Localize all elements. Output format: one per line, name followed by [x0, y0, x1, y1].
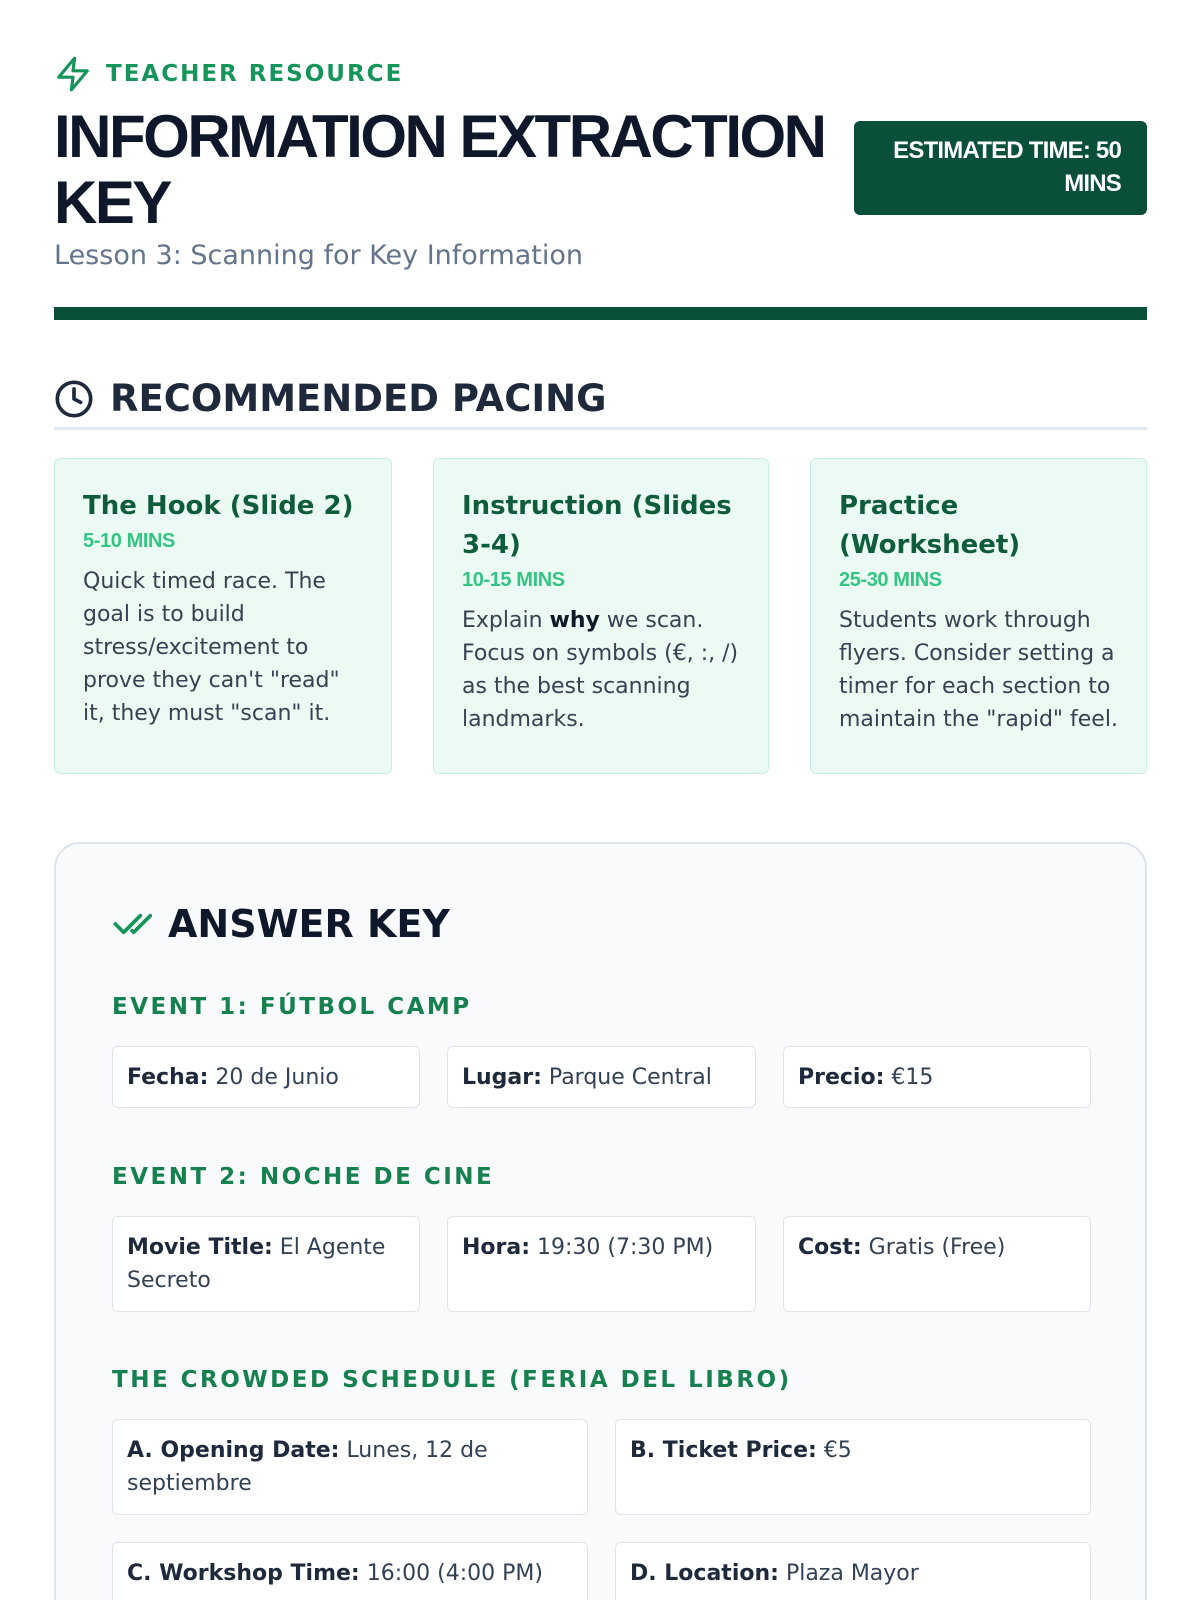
page-subtitle: Lesson 3: Scanning for Key Information: [54, 240, 584, 271]
pacing-card-title: The Hook (Slide 2): [83, 491, 354, 521]
double-check-icon: [112, 904, 152, 944]
page-title: INFORMATION EXTRACTION KEY: [54, 103, 825, 236]
answer-item: Fecha: 20 de Junio: [112, 1046, 420, 1108]
header-divider: [54, 307, 1147, 320]
answer-item: A. Opening Date: Lunes, 12 de septiembre: [112, 1419, 588, 1515]
answer-item: Precio: €15: [783, 1046, 1091, 1108]
clock-icon: [54, 379, 94, 419]
answer-item: Hora: 19:30 (7:30 PM): [447, 1216, 756, 1312]
estimated-time-badge: ESTIMATED TIME: 50 MINS: [854, 121, 1147, 215]
answer-item: Movie Title: El Agente Secreto: [112, 1216, 420, 1312]
pacing-card-instruction: [433, 458, 769, 774]
answer-item: B. Ticket Price: €5: [615, 1419, 1091, 1515]
answer-key-heading: [112, 902, 450, 946]
emphasis-why: why: [549, 608, 600, 633]
answer-item: D. Location: Plaza Mayor: [615, 1542, 1091, 1600]
pacing-card-description: Students work through flyers. Consider setting a timer for each section to maintain the "rapid" feel.: [839, 608, 1118, 732]
pacing-card-time: 25-30 MINS: [839, 569, 942, 591]
event-2-label: EVENT 2: NOCHE DE CINE: [112, 1164, 495, 1190]
crowded-schedule-label: THE CROWDED SCHEDULE (FERIA DEL LIBRO): [112, 1367, 792, 1393]
answer-item: C. Workshop Time: 16:00 (4:00 PM): [112, 1542, 588, 1600]
eyebrow: [54, 54, 1147, 94]
pacing-card-hook: [54, 458, 392, 774]
pacing-card-title: Practice (Worksheet): [839, 491, 1021, 560]
pacing-card-time: 5-10 MINS: [83, 530, 175, 552]
pacing-card-practice: [810, 458, 1147, 774]
pacing-heading: [54, 376, 1147, 430]
answer-key-title: ANSWER KEY: [168, 902, 450, 946]
pacing-card-time: 10-15 MINS: [462, 569, 565, 591]
lightning-bolt-icon: [54, 55, 92, 93]
pacing-card-description: Explain why we scan. Focus on symbols (€, :, /) as the best scanning landmarks.: [462, 608, 739, 732]
answer-key-panel: [54, 842, 1147, 1600]
pacing-card-title: Instruction (Slides 3-4): [462, 491, 732, 560]
answer-item: Lugar: Parque Central: [447, 1046, 756, 1108]
page-header: [54, 54, 1147, 271]
eyebrow-label: TEACHER RESOURCE: [106, 61, 404, 87]
answer-item: Cost: Gratis (Free): [783, 1216, 1091, 1312]
event-1-label: EVENT 1: FÚTBOL CAMP: [112, 994, 472, 1020]
pacing-title: RECOMMENDED PACING: [110, 377, 607, 420]
pacing-card-description: Quick timed race. The goal is to build stress/excitement to prove they can't "read" it, they must "scan" it.: [83, 569, 340, 726]
